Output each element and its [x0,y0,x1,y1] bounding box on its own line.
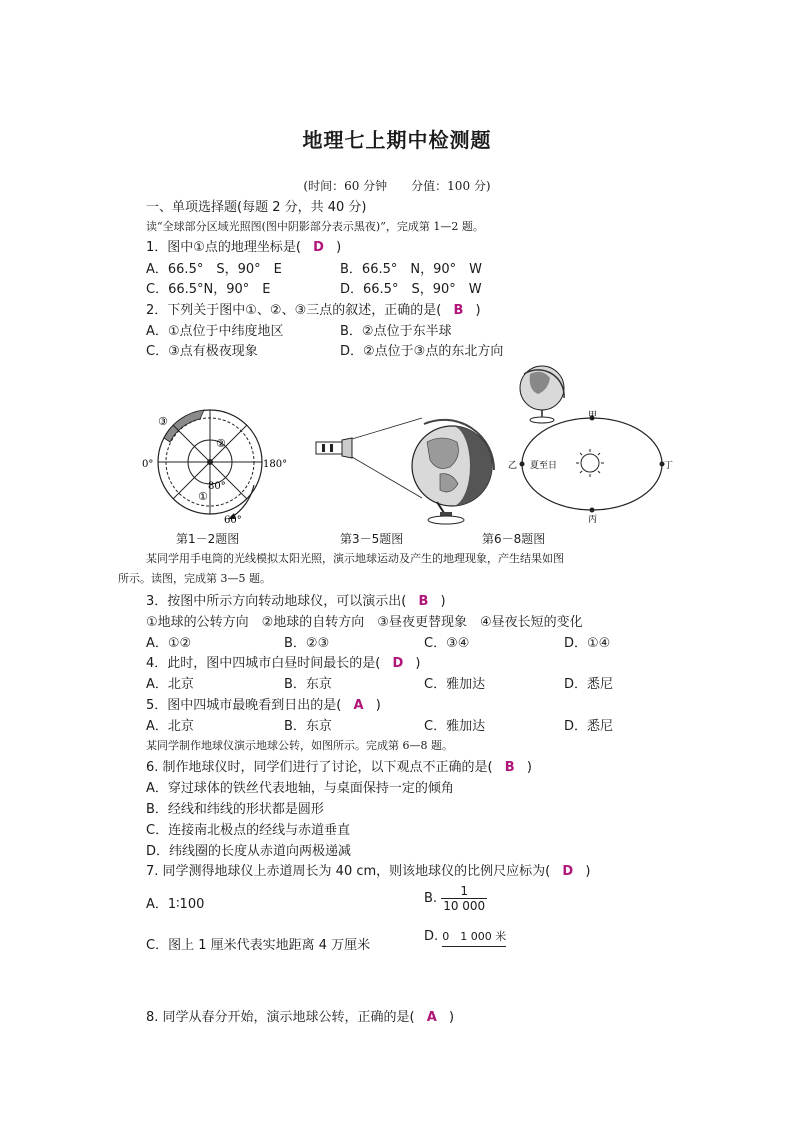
question-8-close: ) [448,1010,455,1025]
q7-option-d [424,928,506,947]
question-7-text: 7. 同学测得地球仪上赤道周长为 40 cm，则该地球仪的比例尺应标为( [146,864,551,879]
question-2 [146,299,481,318]
q3-option-a: A．①② [146,636,192,651]
q7-option-d-prefix: D. [424,929,439,944]
q5-option-b: B．东京 [284,719,332,734]
q2-option-a: A．①点位于中纬度地区 [146,324,284,339]
question-8-answer: A [426,1010,437,1025]
q1-option-c: C．66.5°N，90° E [146,282,271,297]
figure-3-caption: 第6－8题图 [482,532,546,546]
question-7 [146,860,590,879]
question-4 [146,652,421,671]
question-2-text: 2．下列关于图中①、②、③三点的叙述，正确的是( [146,303,442,318]
question-8 [146,1006,454,1025]
q1-option-a: A．66.5° S，90° E [146,262,282,277]
label-60deg: 60° [224,515,242,526]
q5-option-a: A．北京 [146,719,194,734]
question-3-close: ) [440,594,446,609]
q3-option-b: B．②③ [284,636,330,651]
orbit-jia: 甲 [588,411,598,421]
orbit-bing: 丙 [588,515,598,525]
question-4-close: ) [415,656,421,671]
figure-2-caption: 第3－5题图 [340,532,404,546]
orbit-figure [504,360,679,528]
page-title: 地理七上期中检测题 [302,128,492,152]
intro-q3-5-line1: 某同学用手电筒的光线模拟太阳光照，演示地球运动及产生的地理现象，产生结果如图 [146,552,564,565]
flashlight-globe-figure [312,412,497,527]
q7-option-b [424,884,487,913]
q6-option-a: A．穿过球体的铁丝代表地轴，与桌面保持一定的倾角 [146,781,454,796]
question-6-answer: B [504,760,515,775]
scale-bar: 0 1 000 米 [442,928,506,947]
section-heading: 一、单项选择题(每题 2 分，共 40 分) [146,200,367,215]
orbit-ding: 丁 [664,461,674,471]
label-0deg: 0° [142,459,154,470]
q2-option-c: C．③点有极夜现象 [146,344,258,359]
q7-option-a: A．1∶100 [146,897,205,912]
question-2-answer: B [453,303,464,318]
exam-meta: (时间：60 分钟 分值：100 分) [303,179,491,193]
q3-statements: ①地球的公转方向 ②地球的自转方向 ③昼夜更替现象 ④昼夜长短的变化 [146,615,583,630]
question-5 [146,694,381,713]
question-6 [146,756,532,775]
q3-option-d: D．①④ [564,636,611,651]
q6-option-d: D．纬线圈的长度从赤道向两极递减 [146,844,352,859]
question-6-text: 6. 制作地球仪时，同学们进行了讨论，以下观点不正确的是( [146,760,493,775]
label-80deg: 80° [208,481,226,492]
q6-option-c: C．连接南北极点的经线与赤道垂直 [146,823,351,838]
figure-1-caption: 第1－2题图 [176,532,240,546]
point-3-marker: ③ [158,415,168,428]
fraction-denominator: 10 000 [443,899,486,913]
q2-option-b: B．②点位于东半球 [340,324,452,339]
label-180deg: 180° [263,459,288,470]
question-5-close: ) [375,698,381,713]
question-7-answer: D [562,864,574,879]
question-7-close: ) [585,864,591,879]
q5-option-d: D．悉尼 [564,719,614,734]
question-2-close: ) [475,303,481,318]
q1-option-d: D．66.5° S，90° W [340,282,482,297]
q7-option-b-fraction [441,884,487,913]
point-2-marker: ② [216,437,226,450]
q4-option-c: C．雅加达 [424,677,486,692]
q4-option-d: D．悉尼 [564,677,614,692]
intro-q3-5-line2: 所示。读图，完成第 3—5 题。 [118,572,271,585]
fraction-numerator: 1 [460,884,469,898]
q2-option-d: D．②点位于③点的东北方向 [340,344,504,359]
question-1-answer: D [313,240,324,255]
illumination-diagram [142,405,294,527]
question-5-answer: A [353,698,364,713]
q3-option-c: C．③④ [424,636,470,651]
question-3-answer: B [418,594,429,609]
q7-option-b-prefix: B. [424,891,438,906]
question-1-close: ) [336,240,342,255]
question-5-text: 5．图中四城市最晚看到日出的是( [146,698,342,713]
q1-option-b: B．66.5° N，90° W [340,262,482,277]
question-6-close: ) [526,760,532,775]
q4-option-b: B．东京 [284,677,332,692]
question-8-text: 8. 同学从春分开始，演示地球公转，正确的是( [146,1010,415,1025]
intro-q6-8: 某同学制作地球仪演示地球公转，如图所示。完成第 6—8 题。 [146,739,453,752]
orbit-yi: 乙 [508,461,518,471]
q7-option-c: C．图上 1 厘米代表实地距离 4 万厘米 [146,938,371,953]
question-3 [146,590,446,609]
question-1-text: 1．图中①点的地理坐标是( [146,240,301,255]
orbit-xiazhi: 夏至日 [530,461,558,471]
q5-option-c: C．雅加达 [424,719,486,734]
question-4-text: 4．此时，图中四城市白昼时间最长的是( [146,656,381,671]
question-4-answer: D [392,656,404,671]
intro-q1-2: 读“全球部分区域光照图(图中阴影部分表示黑夜)”，完成第 1—2 题。 [146,220,484,233]
point-1-marker: ① [198,490,208,503]
question-1 [146,236,341,255]
q4-option-a: A．北京 [146,677,194,692]
q6-option-b: B．经线和纬线的形状都是圆形 [146,802,324,817]
question-3-text: 3．按图中所示方向转动地球仪，可以演示出( [146,594,407,609]
